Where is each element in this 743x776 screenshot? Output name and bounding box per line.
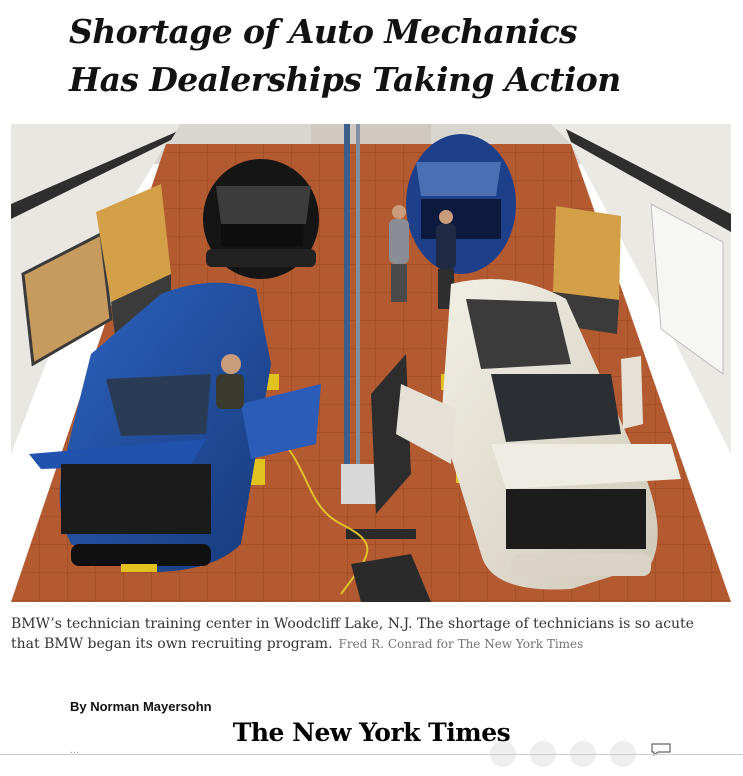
date-fragment: ...	[70, 744, 80, 754]
headline-line-1: Shortage of Auto Mechanics	[69, 12, 578, 51]
headline-line-2: Has Dealerships Taking Action	[69, 60, 621, 99]
caption-text: BMW’s technician training center in Woodcliff Lake, N.J. The shortage of technicians is so acute that BMW began its own recruiting program.	[11, 616, 694, 652]
photo-caption	[11, 614, 726, 654]
article-photo	[11, 124, 731, 602]
photo-credit: Fred R. Conrad for The New York Times	[338, 637, 584, 651]
nyt-masthead-logo[interactable]: The New York Times	[232, 718, 511, 747]
divider	[0, 754, 743, 755]
byline[interactable]: By Norman Mayersohn	[70, 699, 212, 714]
headline	[69, 8, 621, 104]
